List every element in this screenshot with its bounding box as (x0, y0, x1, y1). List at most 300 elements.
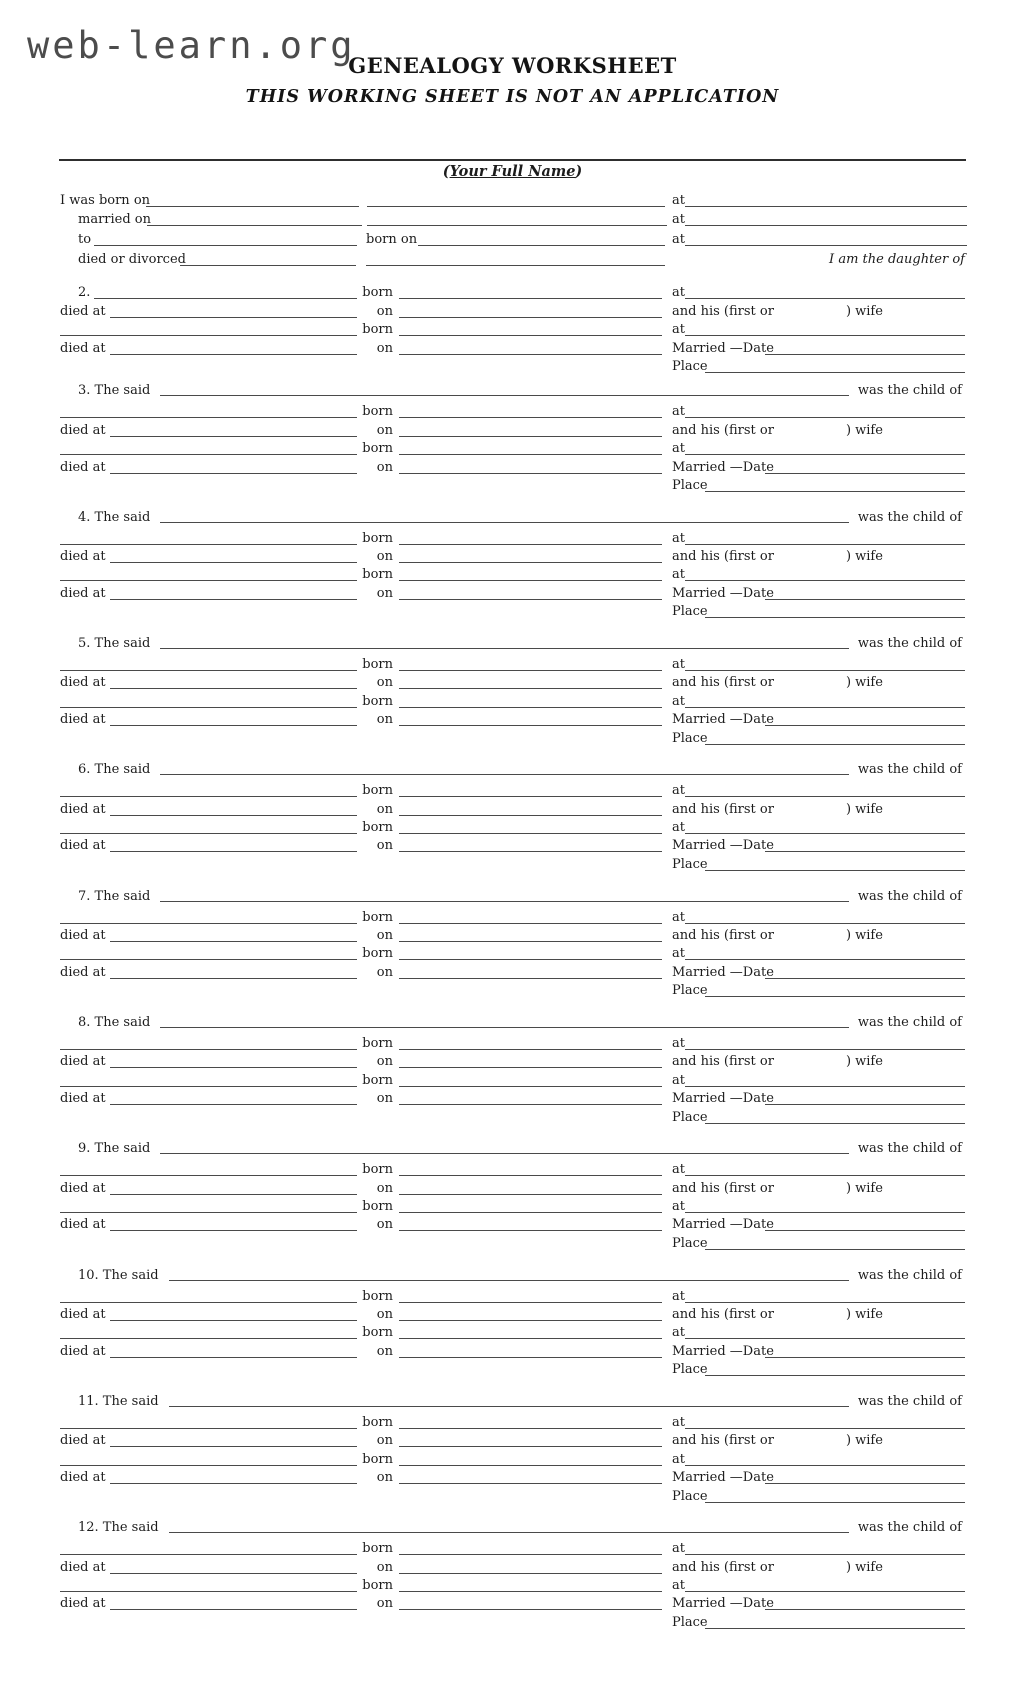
section-4 (0, 506, 1025, 620)
on-label: on (376, 1343, 393, 1359)
said-name-field (160, 395, 849, 396)
marriage-place-row (0, 1107, 1025, 1125)
the-said-label: 9. The said (78, 1141, 151, 1157)
death-place-field (110, 1104, 357, 1105)
death-place-field (110, 1573, 357, 1574)
birth-place-field (685, 1086, 965, 1087)
death-date-field (399, 1357, 662, 1358)
birth-date-field (399, 833, 662, 834)
death-place-field (110, 941, 357, 942)
section-heading-row (0, 1138, 1025, 1156)
at-label: at (672, 1035, 685, 1051)
death-and-wife-row (0, 301, 1025, 319)
born-label: born (362, 1541, 393, 1557)
parent-name-row (0, 283, 1025, 301)
died-at-label: died at (60, 1091, 106, 1107)
place-label: Place (672, 477, 708, 493)
death-and-wife-row (0, 1557, 1025, 1575)
wife-label: ) wife (845, 1054, 883, 1070)
section-heading-row (0, 506, 1025, 524)
section-heading-row (0, 759, 1025, 777)
name-field (60, 833, 357, 834)
section-7 (0, 885, 1025, 999)
place-label: Place (672, 730, 708, 746)
marriage-place-row (0, 854, 1025, 872)
parent-name-row (0, 818, 1025, 836)
death-date-field (399, 1573, 662, 1574)
at-label: at (672, 1072, 685, 1088)
death-date-field (399, 317, 662, 318)
at-label: at (672, 1162, 685, 1178)
on-label: on (376, 303, 393, 319)
section-heading-row (0, 380, 1025, 398)
death-place-field (110, 562, 357, 563)
died-at-label: died at (60, 1470, 106, 1486)
birth-place-field (685, 796, 965, 797)
marriage-place-row (0, 981, 1025, 999)
and-his-wife-label (672, 1055, 883, 1069)
at-label: at (672, 530, 685, 546)
married-on-label: married on (78, 212, 152, 228)
spouse-name-field (94, 245, 357, 246)
died-at-label: died at (60, 928, 106, 944)
birth-place-field (685, 1338, 965, 1339)
at-label: at (672, 1451, 685, 1467)
at-label: at (672, 322, 685, 338)
born-label: born (362, 322, 393, 338)
said-name-field (160, 522, 849, 523)
at-label: at (672, 404, 685, 420)
birth-place-field (685, 923, 965, 924)
died-divorced-row (0, 248, 1025, 268)
and-his-wife-label (672, 1561, 883, 1575)
paren-open: ( (442, 163, 450, 180)
died-or-divorced-label: died or divorced (78, 251, 186, 267)
marriage-place-field (705, 372, 965, 373)
death-place-field (110, 317, 357, 318)
married-date-label: Married —Date (672, 459, 774, 475)
birth-date-field (399, 1212, 662, 1213)
at-label: at (672, 1199, 685, 1215)
parent-name-row (0, 1160, 1025, 1178)
died-at-label: died at (60, 1596, 106, 1612)
at-label: at (672, 1541, 685, 1557)
section-heading-row (0, 1012, 1025, 1030)
marriage-place-field (705, 1375, 965, 1376)
and-his-first-or-label: and his (first or (672, 549, 774, 565)
birth-place-field (685, 580, 965, 581)
death-and-marriage-row (0, 338, 1025, 356)
section-heading-row (0, 1391, 1025, 1409)
to-label: to (78, 232, 92, 248)
death-date-field (399, 851, 662, 852)
birth-place-field (685, 1212, 965, 1213)
marriage-date-field (765, 1483, 965, 1484)
born-label: born (362, 404, 393, 420)
place-label: Place (672, 604, 708, 620)
at-label: at (672, 693, 685, 709)
and-his-first-or-label: and his (first or (672, 928, 774, 944)
name-field (60, 417, 357, 418)
marriage-place-row (0, 602, 1025, 620)
death-date-field (399, 688, 662, 689)
married-date-label: Married —Date (672, 838, 774, 854)
the-said-label: 3. The said (78, 383, 151, 399)
died-at-label: died at (60, 1217, 106, 1233)
died-at-label: died at (60, 585, 106, 601)
married-date-label: Married —Date (672, 712, 774, 728)
place-label: Place (672, 856, 708, 872)
death-place-field (110, 1609, 357, 1610)
wife-label: ) wife (845, 1307, 883, 1323)
birth-place-field (685, 1302, 965, 1303)
died-divorced-field (180, 265, 356, 266)
at-label: at (672, 1578, 685, 1594)
wife-label: ) wife (845, 1559, 883, 1575)
death-date-field (399, 436, 662, 437)
said-name-field (169, 1406, 849, 1407)
your-full-name-label (0, 163, 1025, 180)
on-label: on (376, 422, 393, 438)
and-his-wife-label (672, 550, 883, 564)
married-date-label: Married —Date (672, 1596, 774, 1612)
and-his-first-or-label: and his (first or (672, 1180, 774, 1196)
personal-info-section (0, 189, 1025, 268)
on-label: on (376, 801, 393, 817)
birth-date-field (399, 959, 662, 960)
marriage-place-row (0, 1233, 1025, 1251)
born-label: born (362, 1072, 393, 1088)
born-label: born (362, 441, 393, 457)
death-place-field (110, 1320, 357, 1321)
death-date-field (399, 725, 662, 726)
and-his-wife-label (672, 1308, 883, 1322)
on-label: on (376, 838, 393, 854)
header-rule (59, 159, 966, 161)
name-field (60, 670, 357, 671)
birth-date-field (399, 1086, 662, 1087)
death-and-marriage-row (0, 1215, 1025, 1233)
died-at-label: died at (60, 838, 106, 854)
said-name-field (160, 1153, 849, 1154)
wife-label: ) wife (845, 675, 883, 691)
married-date-label: Married —Date (672, 1091, 774, 1107)
died-at-label: died at (60, 712, 106, 728)
birth-date-field (399, 454, 662, 455)
on-label: on (376, 1307, 393, 1323)
death-place-field (110, 725, 357, 726)
was-child-of-label: was the child of (857, 383, 962, 399)
parent-name-row (0, 691, 1025, 709)
at-label: at (672, 212, 685, 228)
parent-name-row (0, 402, 1025, 420)
was-child-of-label: was the child of (857, 509, 962, 525)
on-label: on (376, 549, 393, 565)
birth-place-field (685, 670, 965, 671)
and-his-wife-label (672, 424, 883, 438)
parent-name-row (0, 944, 1025, 962)
name-field (60, 796, 357, 797)
section-8 (0, 1012, 1025, 1126)
born-on-label: born on (366, 232, 418, 248)
wife-label: ) wife (845, 928, 883, 944)
blank-field (367, 206, 665, 207)
death-place-field (110, 851, 357, 852)
place-label: Place (672, 1109, 708, 1125)
at-label: at (672, 192, 685, 208)
section-12 (0, 1517, 1025, 1631)
said-name-field (169, 1532, 849, 1533)
death-and-wife-row (0, 673, 1025, 691)
i-was-born-on-label: I was born on (60, 192, 151, 208)
name-field (60, 454, 357, 455)
death-date-field (399, 1609, 662, 1610)
birth-place-field (685, 335, 965, 336)
parent-name-row (0, 1413, 1025, 1431)
name-field (60, 335, 357, 336)
name-field (60, 1302, 357, 1303)
and-his-wife-label (672, 305, 883, 319)
place-label: Place (672, 358, 708, 374)
was-child-of-label: was the child of (857, 1267, 962, 1283)
was-child-of-label: was the child of (857, 1393, 962, 1409)
name-field (60, 544, 357, 545)
born-label: born (362, 1578, 393, 1594)
death-place-field (110, 1446, 357, 1447)
marriage-date-field (765, 599, 965, 600)
death-and-wife-row (0, 1052, 1025, 1070)
on-label: on (376, 1470, 393, 1486)
section-6 (0, 759, 1025, 873)
wife-label: ) wife (845, 303, 883, 319)
death-place-field (110, 436, 357, 437)
marriage-place-field (705, 1502, 965, 1503)
died-at-label: died at (60, 1307, 106, 1323)
name-field (60, 580, 357, 581)
was-child-of-label: was the child of (857, 888, 962, 904)
birth-place-field (685, 959, 965, 960)
spouse-birth-date-field (418, 245, 665, 246)
marriage-place-field (705, 491, 965, 492)
death-place-field (110, 1067, 357, 1068)
on-label: on (376, 964, 393, 980)
married-row (0, 209, 1025, 229)
at-label: at (672, 285, 685, 301)
marriage-date-field (765, 725, 965, 726)
on-label: on (376, 928, 393, 944)
death-date-field (399, 1446, 662, 1447)
birth-place-field (685, 1428, 965, 1429)
marriage-date-field (765, 473, 965, 474)
born-label: born (362, 530, 393, 546)
and-his-wife-label (672, 676, 883, 690)
and-his-first-or-label: and his (first or (672, 1559, 774, 1575)
name-field (60, 1049, 357, 1050)
birth-place-field (685, 1554, 965, 1555)
on-label: on (376, 1596, 393, 1612)
at-label: at (672, 1325, 685, 1341)
died-at-label: died at (60, 801, 106, 817)
blank-field (366, 265, 665, 266)
on-label: on (376, 1054, 393, 1070)
died-at-label: died at (60, 1433, 106, 1449)
born-label: born (362, 1325, 393, 1341)
death-date-field (399, 562, 662, 563)
born-label: born (362, 1035, 393, 1051)
wife-label: ) wife (845, 1180, 883, 1196)
death-place-field (110, 1357, 357, 1358)
on-label: on (376, 340, 393, 356)
spouse-row (0, 228, 1025, 248)
page-title: GENEALOGY WORKSHEET (348, 53, 677, 78)
marriage-place-field (685, 225, 967, 226)
marriage-date-field (765, 1357, 965, 1358)
marriage-date-field (147, 225, 362, 226)
and-his-first-or-label: and his (first or (672, 675, 774, 691)
parent-name-row (0, 320, 1025, 338)
blank-field (367, 225, 667, 226)
marriage-place-row (0, 1360, 1025, 1378)
parent-name-row (0, 1576, 1025, 1594)
born-label: born (362, 567, 393, 583)
death-and-wife-row (0, 420, 1025, 438)
birth-date-field (399, 1591, 662, 1592)
married-date-label: Married —Date (672, 964, 774, 980)
at-label: at (672, 946, 685, 962)
death-date-field (399, 1320, 662, 1321)
parent-name-row (0, 1070, 1025, 1088)
name-field (60, 1175, 357, 1176)
and-his-wife-label (672, 803, 883, 817)
said-name-field (160, 648, 849, 649)
death-date-field (399, 941, 662, 942)
died-at-label: died at (60, 549, 106, 565)
marriage-place-field (705, 870, 965, 871)
at-label: at (672, 820, 685, 836)
death-and-wife-row (0, 1305, 1025, 1323)
birth-date-field (399, 335, 662, 336)
was-child-of-label: was the child of (857, 1520, 962, 1536)
the-said-label: 12. The said (78, 1520, 159, 1536)
birth-place-field (685, 417, 965, 418)
marriage-place-row (0, 357, 1025, 375)
on-label: on (376, 459, 393, 475)
death-place-field (110, 354, 357, 355)
place-label: Place (672, 1362, 708, 1378)
marriage-date-field (765, 978, 965, 979)
death-place-field (110, 1230, 357, 1231)
death-date-field (399, 1104, 662, 1105)
birth-date-field (399, 1428, 662, 1429)
marriage-date-field (765, 1609, 965, 1610)
paren-close: ) (575, 163, 583, 180)
died-at-label: died at (60, 675, 106, 691)
death-date-field (399, 1194, 662, 1195)
place-label: Place (672, 1614, 708, 1630)
section-11 (0, 1391, 1025, 1505)
death-date-field (399, 599, 662, 600)
at-label: at (672, 656, 685, 672)
birth-place-field (685, 206, 967, 207)
born-label: born (362, 946, 393, 962)
death-date-field (399, 1067, 662, 1068)
birth-date-field (399, 1302, 662, 1303)
born-label: born (362, 909, 393, 925)
at-label: at (672, 1288, 685, 1304)
death-and-marriage-row (0, 583, 1025, 601)
born-label: born (362, 285, 393, 301)
death-and-marriage-row (0, 1089, 1025, 1107)
birth-place-field (685, 1175, 965, 1176)
born-label: born (362, 656, 393, 672)
and-his-first-or-label: and his (first or (672, 422, 774, 438)
section-heading-row (0, 885, 1025, 903)
section-heading-row (0, 1264, 1025, 1282)
born-label: born (362, 783, 393, 799)
marriage-place-field (705, 1249, 965, 1250)
death-date-field (399, 354, 662, 355)
and-his-wife-label (672, 1182, 883, 1196)
death-place-field (110, 1194, 357, 1195)
name-field (60, 707, 357, 708)
ancestor-sections (0, 283, 1025, 1643)
parent-name-row (0, 1197, 1025, 1215)
marriage-date-field (765, 1230, 965, 1231)
and-his-first-or-label: and his (first or (672, 1054, 774, 1070)
birth-date-field (146, 206, 359, 207)
name-field (60, 1212, 357, 1213)
married-date-label: Married —Date (672, 340, 774, 356)
birth-date-field (399, 1049, 662, 1050)
was-child-of-label: was the child of (857, 636, 962, 651)
section-heading-row (0, 633, 1025, 651)
on-label: on (376, 1559, 393, 1575)
the-said-label: 8. The said (78, 1014, 151, 1030)
death-place-field (110, 473, 357, 474)
born-label: born (362, 1199, 393, 1215)
page-subtitle: THIS WORKING SHEET IS NOT AN APPLICATION (245, 87, 780, 107)
death-place-field (110, 978, 357, 979)
birth-place-field (685, 1591, 965, 1592)
marriage-place-field (705, 996, 965, 997)
spouse-birth-place-field (685, 245, 967, 246)
place-label: Place (672, 1235, 708, 1251)
was-child-of-label: was the child of (857, 1014, 962, 1030)
born-label: born (362, 693, 393, 709)
marriage-place-field (705, 1123, 965, 1124)
and-his-first-or-label: and his (first or (672, 303, 774, 319)
name-field (60, 1591, 357, 1592)
death-and-marriage-row (0, 1468, 1025, 1486)
birth-date-field (399, 796, 662, 797)
and-his-wife-label (672, 1434, 883, 1448)
born-label: born (362, 1162, 393, 1178)
marriage-place-row (0, 476, 1025, 494)
birth-date-field (399, 670, 662, 671)
death-place-field (110, 599, 357, 600)
birth-place-field (685, 454, 965, 455)
and-his-first-or-label: and his (first or (672, 801, 774, 817)
death-and-marriage-row (0, 1594, 1025, 1612)
the-said-label: 7. The said (78, 888, 151, 904)
birth-date-field (399, 1554, 662, 1555)
parent-name-row (0, 655, 1025, 673)
died-at-label: died at (60, 1343, 106, 1359)
married-date-label: Married —Date (672, 585, 774, 601)
marriage-place-field (705, 744, 965, 745)
name-field (60, 923, 357, 924)
died-at-label: died at (60, 964, 106, 980)
